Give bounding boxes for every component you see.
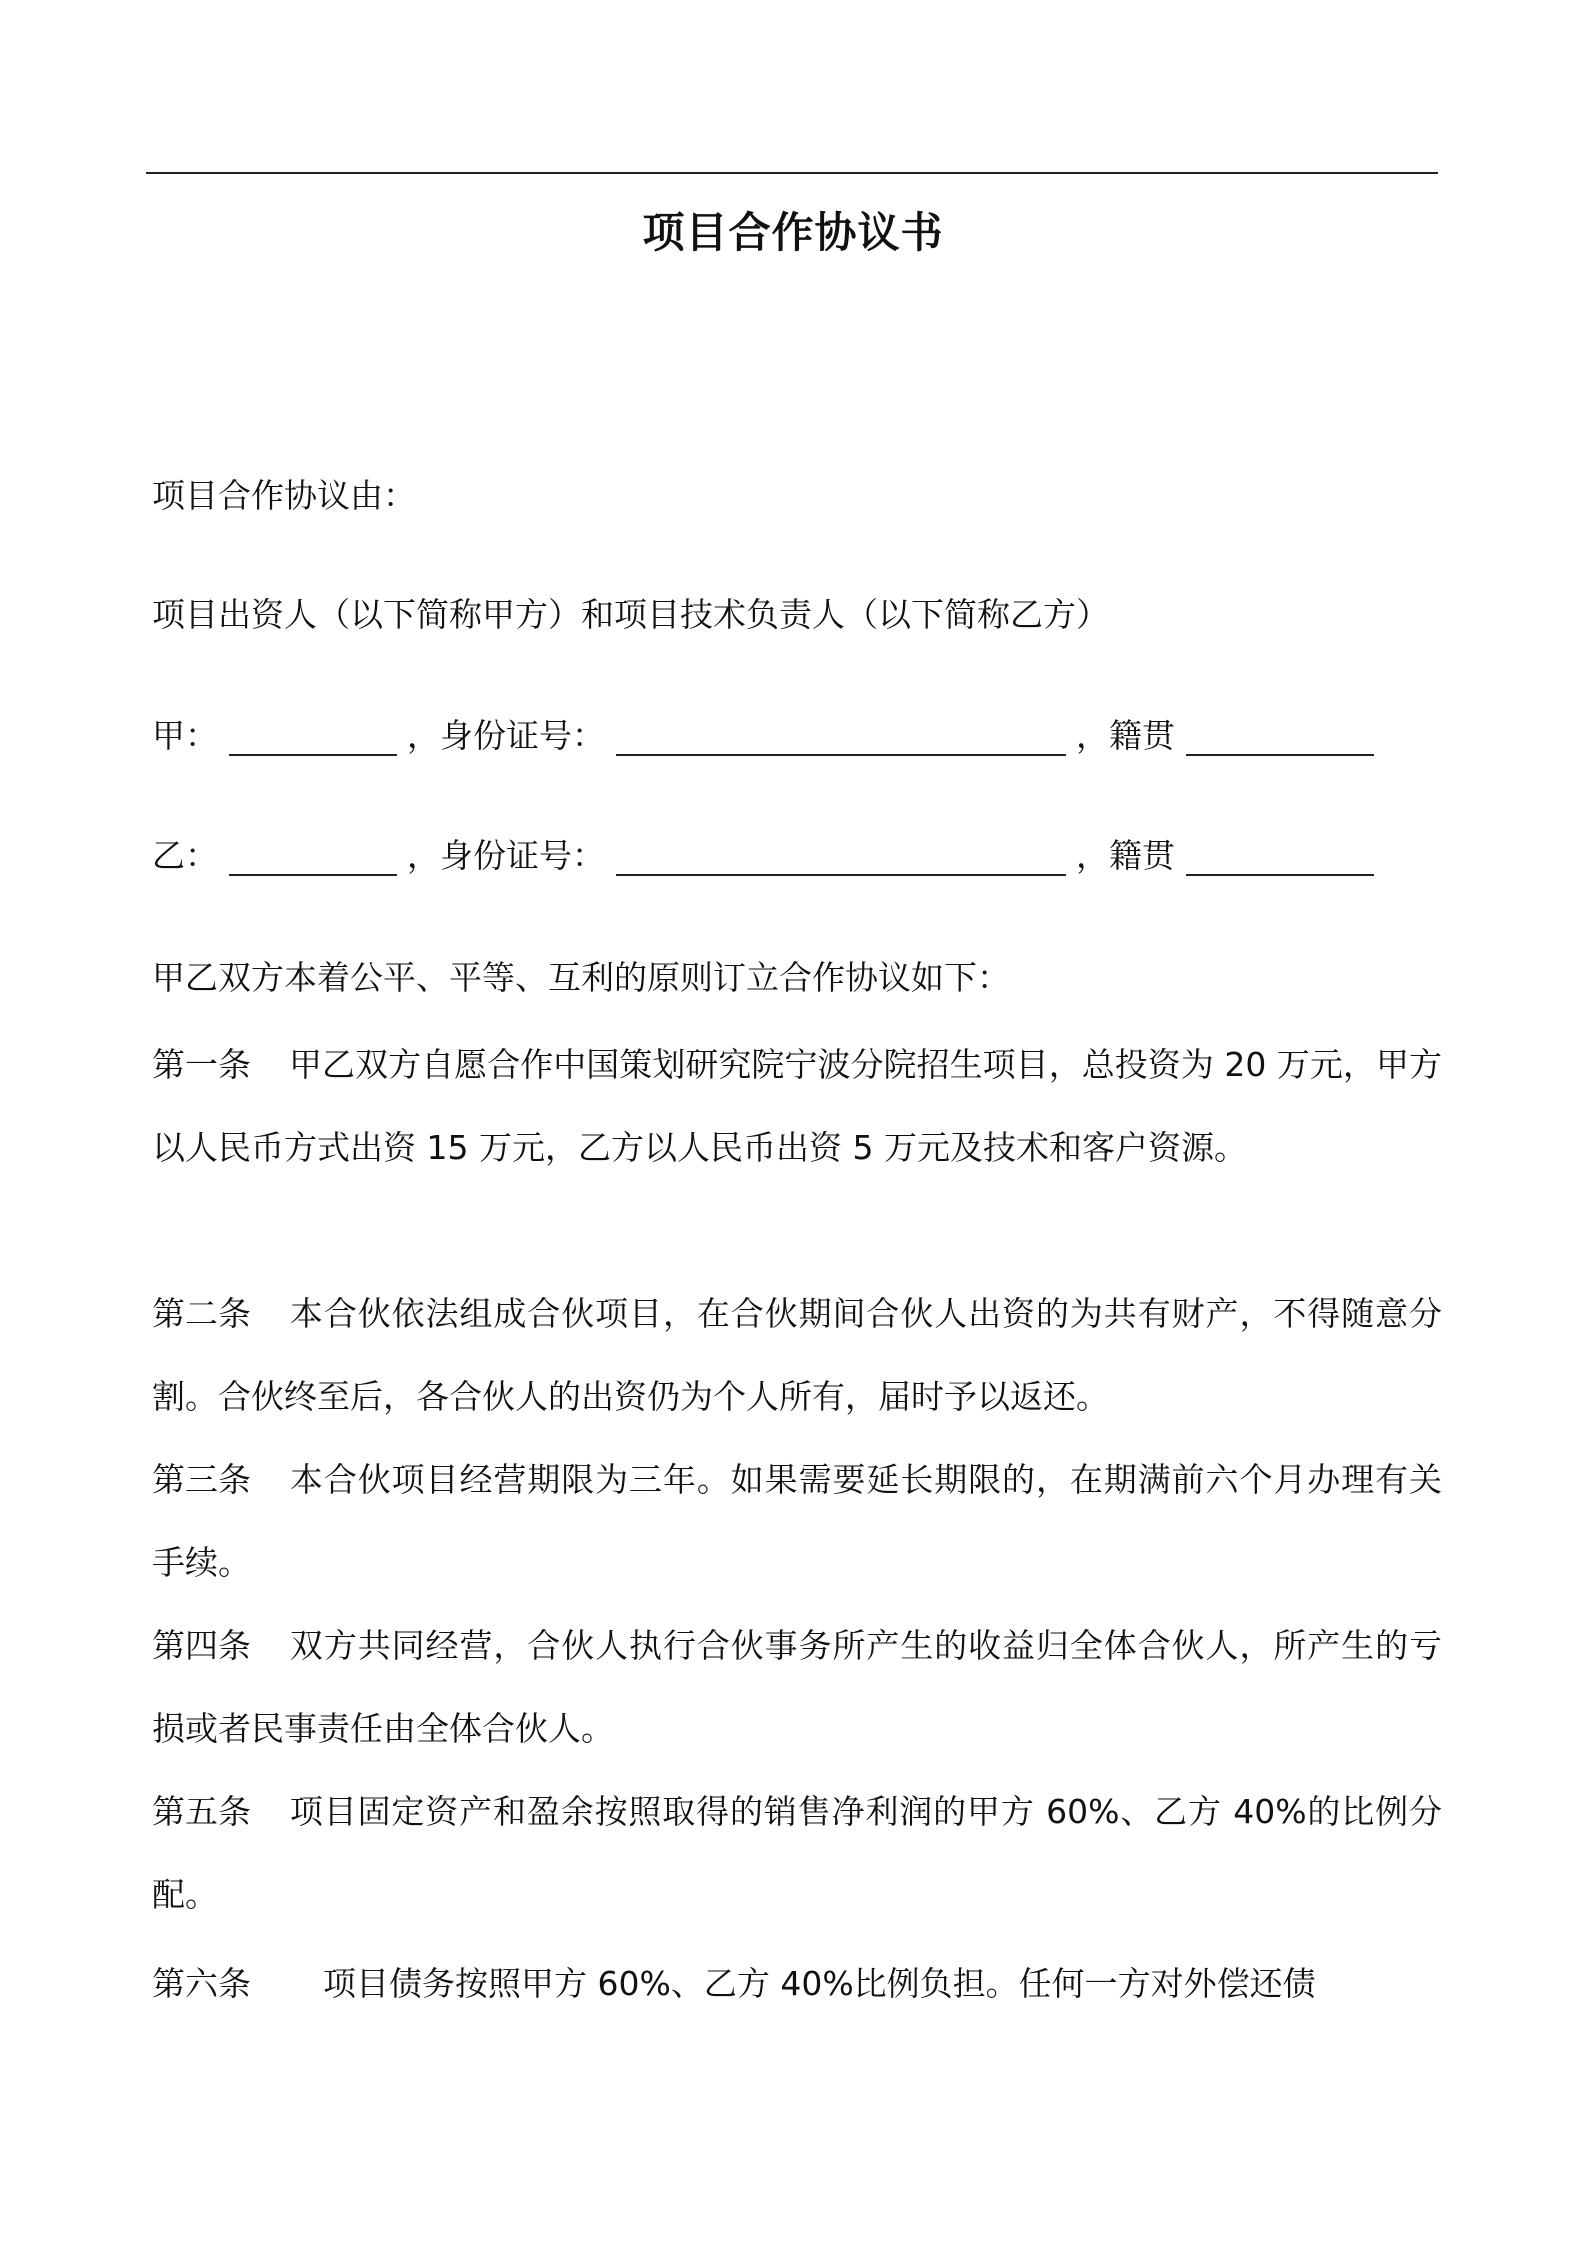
article-4 xyxy=(152,1604,1442,1770)
party-a-origin-label: ，籍贯 xyxy=(1076,716,1175,755)
article-text: 项目固定资产和盈余按照取得的销售净利润的甲方 60%、乙方 40%的比例分配。 xyxy=(152,1792,1442,1914)
article-5 xyxy=(152,1770,1442,1936)
party-a-id-label: ，身份证号： xyxy=(407,716,605,755)
article-number: 第一条 xyxy=(152,1045,251,1084)
party-a-origin-blank xyxy=(1186,720,1374,756)
party-b-name-blank xyxy=(229,840,397,876)
article-text: 本合伙依法组成合伙项目，在合伙期间合伙人出资的为共有财产，不得随意分割。合伙终至后，各合伙人的出资仍为个人所有，届时予以返还。 xyxy=(152,1294,1442,1416)
document-title: 项目合作协议书 xyxy=(642,208,944,257)
article-number: 第二条 xyxy=(152,1294,251,1333)
party-b-row xyxy=(152,836,1374,876)
article-3 xyxy=(152,1438,1442,1604)
party-b-origin-blank xyxy=(1186,840,1374,876)
party-b-label: 乙： xyxy=(152,836,218,875)
party-a-label: 甲： xyxy=(152,716,218,755)
party-a-name-blank xyxy=(229,720,397,756)
intro-line: 项目合作协议由： xyxy=(152,476,416,515)
article-text: 双方共同经营，合伙人执行合伙事务所产生的收益归全体合伙人，所产生的亏损或者民事责任由全体合伙人。 xyxy=(152,1626,1442,1748)
article-number: 第六条 xyxy=(152,1964,251,2003)
article-2 xyxy=(152,1272,1442,1438)
header-rule xyxy=(146,172,1438,174)
article-text: 项目债务按照甲方 60%、乙方 40%比例负担。任何一方对外偿还债 xyxy=(323,1964,1316,2003)
article-text: 本合伙项目经营期限为三年。如果需要延长期限的，在期满前六个月办理有关手续。 xyxy=(152,1460,1442,1582)
article-number: 第三条 xyxy=(152,1460,251,1499)
preamble-line: 甲乙双方本着公平、平等、互利的原则订立合作协议如下： xyxy=(152,958,1010,997)
party-b-id-blank xyxy=(616,840,1066,876)
article-1 xyxy=(152,1023,1442,1189)
article-number: 第五条 xyxy=(152,1792,251,1831)
party-b-origin-label: ，籍贯 xyxy=(1076,836,1175,875)
parties-line: 项目出资人（以下简称甲方）和项目技术负责人（以下简称乙方） xyxy=(152,595,1109,634)
party-b-id-label: ，身份证号： xyxy=(407,836,605,875)
party-a-id-blank xyxy=(616,720,1066,756)
article-6 xyxy=(152,1942,1442,2025)
article-text: 甲乙双方自愿合作中国策划研究院宁波分院招生项目，总投资为 20 万元，甲方以人民币方式出资 15 万元，乙方以人民币出资 5 万元及技术和客户资源。 xyxy=(152,1045,1442,1167)
article-number: 第四条 xyxy=(152,1626,251,1665)
party-a-row xyxy=(152,716,1374,756)
